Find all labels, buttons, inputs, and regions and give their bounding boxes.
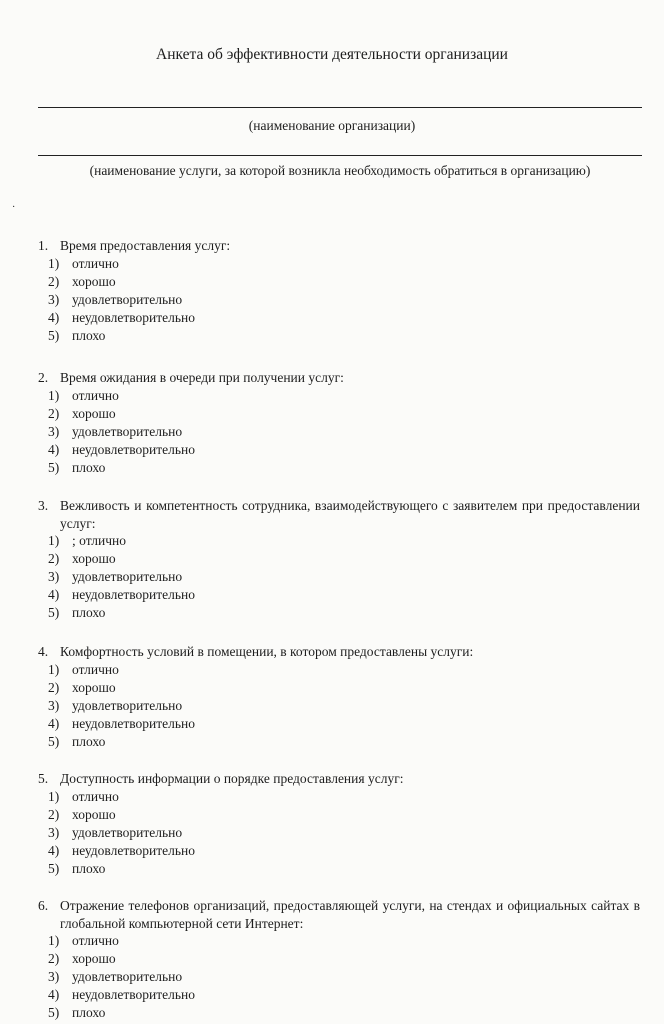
answer-option[interactable] (38, 860, 640, 878)
option-label: удовлетворительно (72, 569, 183, 584)
answer-option[interactable] (38, 387, 640, 405)
option-number: 2) (48, 679, 60, 695)
option-number: 1) (48, 533, 60, 548)
answer-options (38, 255, 640, 345)
option-number: 2) (48, 806, 60, 822)
question-text: Время предоставления услуг: (60, 238, 231, 253)
question-header (38, 897, 640, 932)
option-number: 4) (48, 715, 60, 731)
question-header (38, 237, 640, 255)
option-number: 2) (48, 405, 60, 421)
answer-option[interactable] (38, 568, 640, 586)
question-number: 3. (38, 498, 49, 513)
option-label: хорошо (72, 806, 116, 822)
answer-option[interactable] (38, 986, 640, 1004)
option-label: плохо (72, 1005, 106, 1020)
answer-option[interactable] (38, 950, 640, 968)
answer-option[interactable] (38, 697, 640, 715)
option-label: хорошо (72, 679, 116, 695)
service-name-line[interactable] (38, 155, 642, 156)
answer-option[interactable] (38, 550, 640, 568)
option-number: 1) (48, 255, 60, 271)
option-number: 3) (48, 569, 60, 584)
answer-option[interactable] (38, 309, 640, 327)
question-3 (38, 497, 640, 622)
option-label: хорошо (72, 405, 116, 421)
option-label: плохо (72, 327, 106, 343)
answer-options (38, 661, 640, 751)
question-number: 1. (38, 238, 49, 253)
stray-mark: · (12, 202, 16, 213)
option-number: 4) (48, 441, 60, 457)
organization-name-line[interactable] (38, 107, 642, 108)
option-number: 5) (48, 327, 60, 343)
option-number: 3) (48, 291, 60, 307)
option-label: хорошо (72, 551, 116, 566)
option-label: неудовлетворительно (72, 842, 195, 858)
option-label: ; отлично (72, 533, 126, 548)
answer-options (38, 932, 640, 1022)
option-number: 5) (48, 733, 60, 749)
option-label: плохо (72, 860, 106, 876)
option-number: 5) (48, 860, 60, 876)
option-label: удовлетворительно (72, 969, 183, 984)
answer-option[interactable] (38, 679, 640, 697)
answer-option[interactable] (38, 806, 640, 824)
answer-options (38, 532, 640, 622)
question-5 (38, 770, 640, 878)
option-label: удовлетворительно (72, 697, 183, 713)
answer-option[interactable] (38, 273, 640, 291)
question-text: Вежливость и компетентность сотрудника, взаимодействующего с заявителем при предоставлении услуг: (60, 498, 640, 531)
answer-option[interactable] (38, 423, 640, 441)
answer-option[interactable] (38, 661, 640, 679)
answer-option[interactable] (38, 441, 640, 459)
answer-option[interactable] (38, 532, 640, 550)
question-header (38, 643, 640, 661)
option-label: удовлетворительно (72, 423, 183, 439)
option-number: 3) (48, 824, 60, 840)
answer-option[interactable] (38, 327, 640, 345)
option-number: 1) (48, 661, 60, 677)
option-label: отлично (72, 255, 119, 271)
option-number: 2) (48, 951, 60, 966)
option-number: 4) (48, 987, 60, 1002)
option-label: удовлетворительно (72, 291, 183, 307)
service-name-caption: (наименование услуги, за которой возникла необходимость обратиться в организацию) (89, 163, 591, 178)
option-number: 1) (48, 387, 60, 403)
question-number: 4. (38, 644, 49, 659)
answer-option[interactable] (38, 586, 640, 604)
question-2 (38, 369, 640, 477)
option-label: плохо (72, 605, 106, 620)
option-label: неудовлетворительно (72, 309, 195, 325)
option-number: 1) (48, 933, 60, 948)
answer-option[interactable] (38, 405, 640, 423)
question-text: Доступность информации о порядке предоставления услуг: (60, 771, 404, 786)
answer-option[interactable] (38, 733, 640, 751)
option-label: неудовлетворительно (72, 715, 195, 731)
question-number: 6. (38, 898, 49, 913)
answer-option[interactable] (38, 255, 640, 273)
question-4 (38, 643, 640, 751)
option-label: удовлетворительно (72, 824, 183, 840)
question-header (38, 770, 640, 788)
answer-options (38, 387, 640, 477)
option-number: 3) (48, 969, 60, 984)
answer-option[interactable] (38, 459, 640, 477)
option-label: хорошо (72, 273, 116, 289)
question-1 (38, 237, 640, 345)
answer-option[interactable] (38, 1004, 640, 1022)
option-number: 3) (48, 697, 60, 713)
option-number: 5) (48, 1005, 60, 1020)
option-label: неудовлетворительно (72, 587, 195, 602)
option-label: хорошо (72, 951, 116, 966)
option-number: 4) (48, 842, 60, 858)
answer-option[interactable] (38, 788, 640, 806)
question-number: 5. (38, 771, 49, 786)
option-label: плохо (72, 459, 106, 475)
answer-option[interactable] (38, 715, 640, 733)
option-number: 1) (48, 788, 60, 804)
answer-options (38, 788, 640, 878)
option-label: неудовлетворительно (72, 441, 195, 457)
option-label: отлично (72, 661, 119, 677)
option-number: 2) (48, 551, 60, 566)
answer-option[interactable] (38, 968, 640, 986)
option-label: отлично (72, 788, 119, 804)
answer-option[interactable] (38, 842, 640, 860)
option-number: 5) (48, 605, 60, 620)
answer-option[interactable] (38, 824, 640, 842)
organization-name-caption: (наименование организации) (248, 118, 416, 133)
answer-option[interactable] (38, 604, 640, 622)
option-number: 4) (48, 587, 60, 602)
option-number: 3) (48, 423, 60, 439)
option-label: отлично (72, 933, 119, 948)
question-text: Отражение телефонов организаций, предоставляющей услуги, на стендах и официальных сайтах в глобальной компьютерной сети Интернет: (60, 898, 640, 931)
page-title: Анкета об эффективности деятельности организации (156, 46, 508, 63)
question-text: Комфортность условий в помещении, в котором предоставлены услуги: (60, 644, 474, 659)
question-header (38, 497, 640, 532)
answer-option[interactable] (38, 291, 640, 309)
option-number: 5) (48, 459, 60, 475)
question-text: Время ожидания в очереди при получении услуг: (60, 370, 344, 385)
question-header (38, 369, 640, 387)
option-label: плохо (72, 733, 106, 749)
answer-option[interactable] (38, 932, 640, 950)
option-label: неудовлетворительно (72, 987, 195, 1002)
question-number: 2. (38, 370, 49, 385)
option-number: 2) (48, 273, 60, 289)
option-label: отлично (72, 387, 119, 403)
option-number: 4) (48, 309, 60, 325)
question-6 (38, 897, 640, 1022)
